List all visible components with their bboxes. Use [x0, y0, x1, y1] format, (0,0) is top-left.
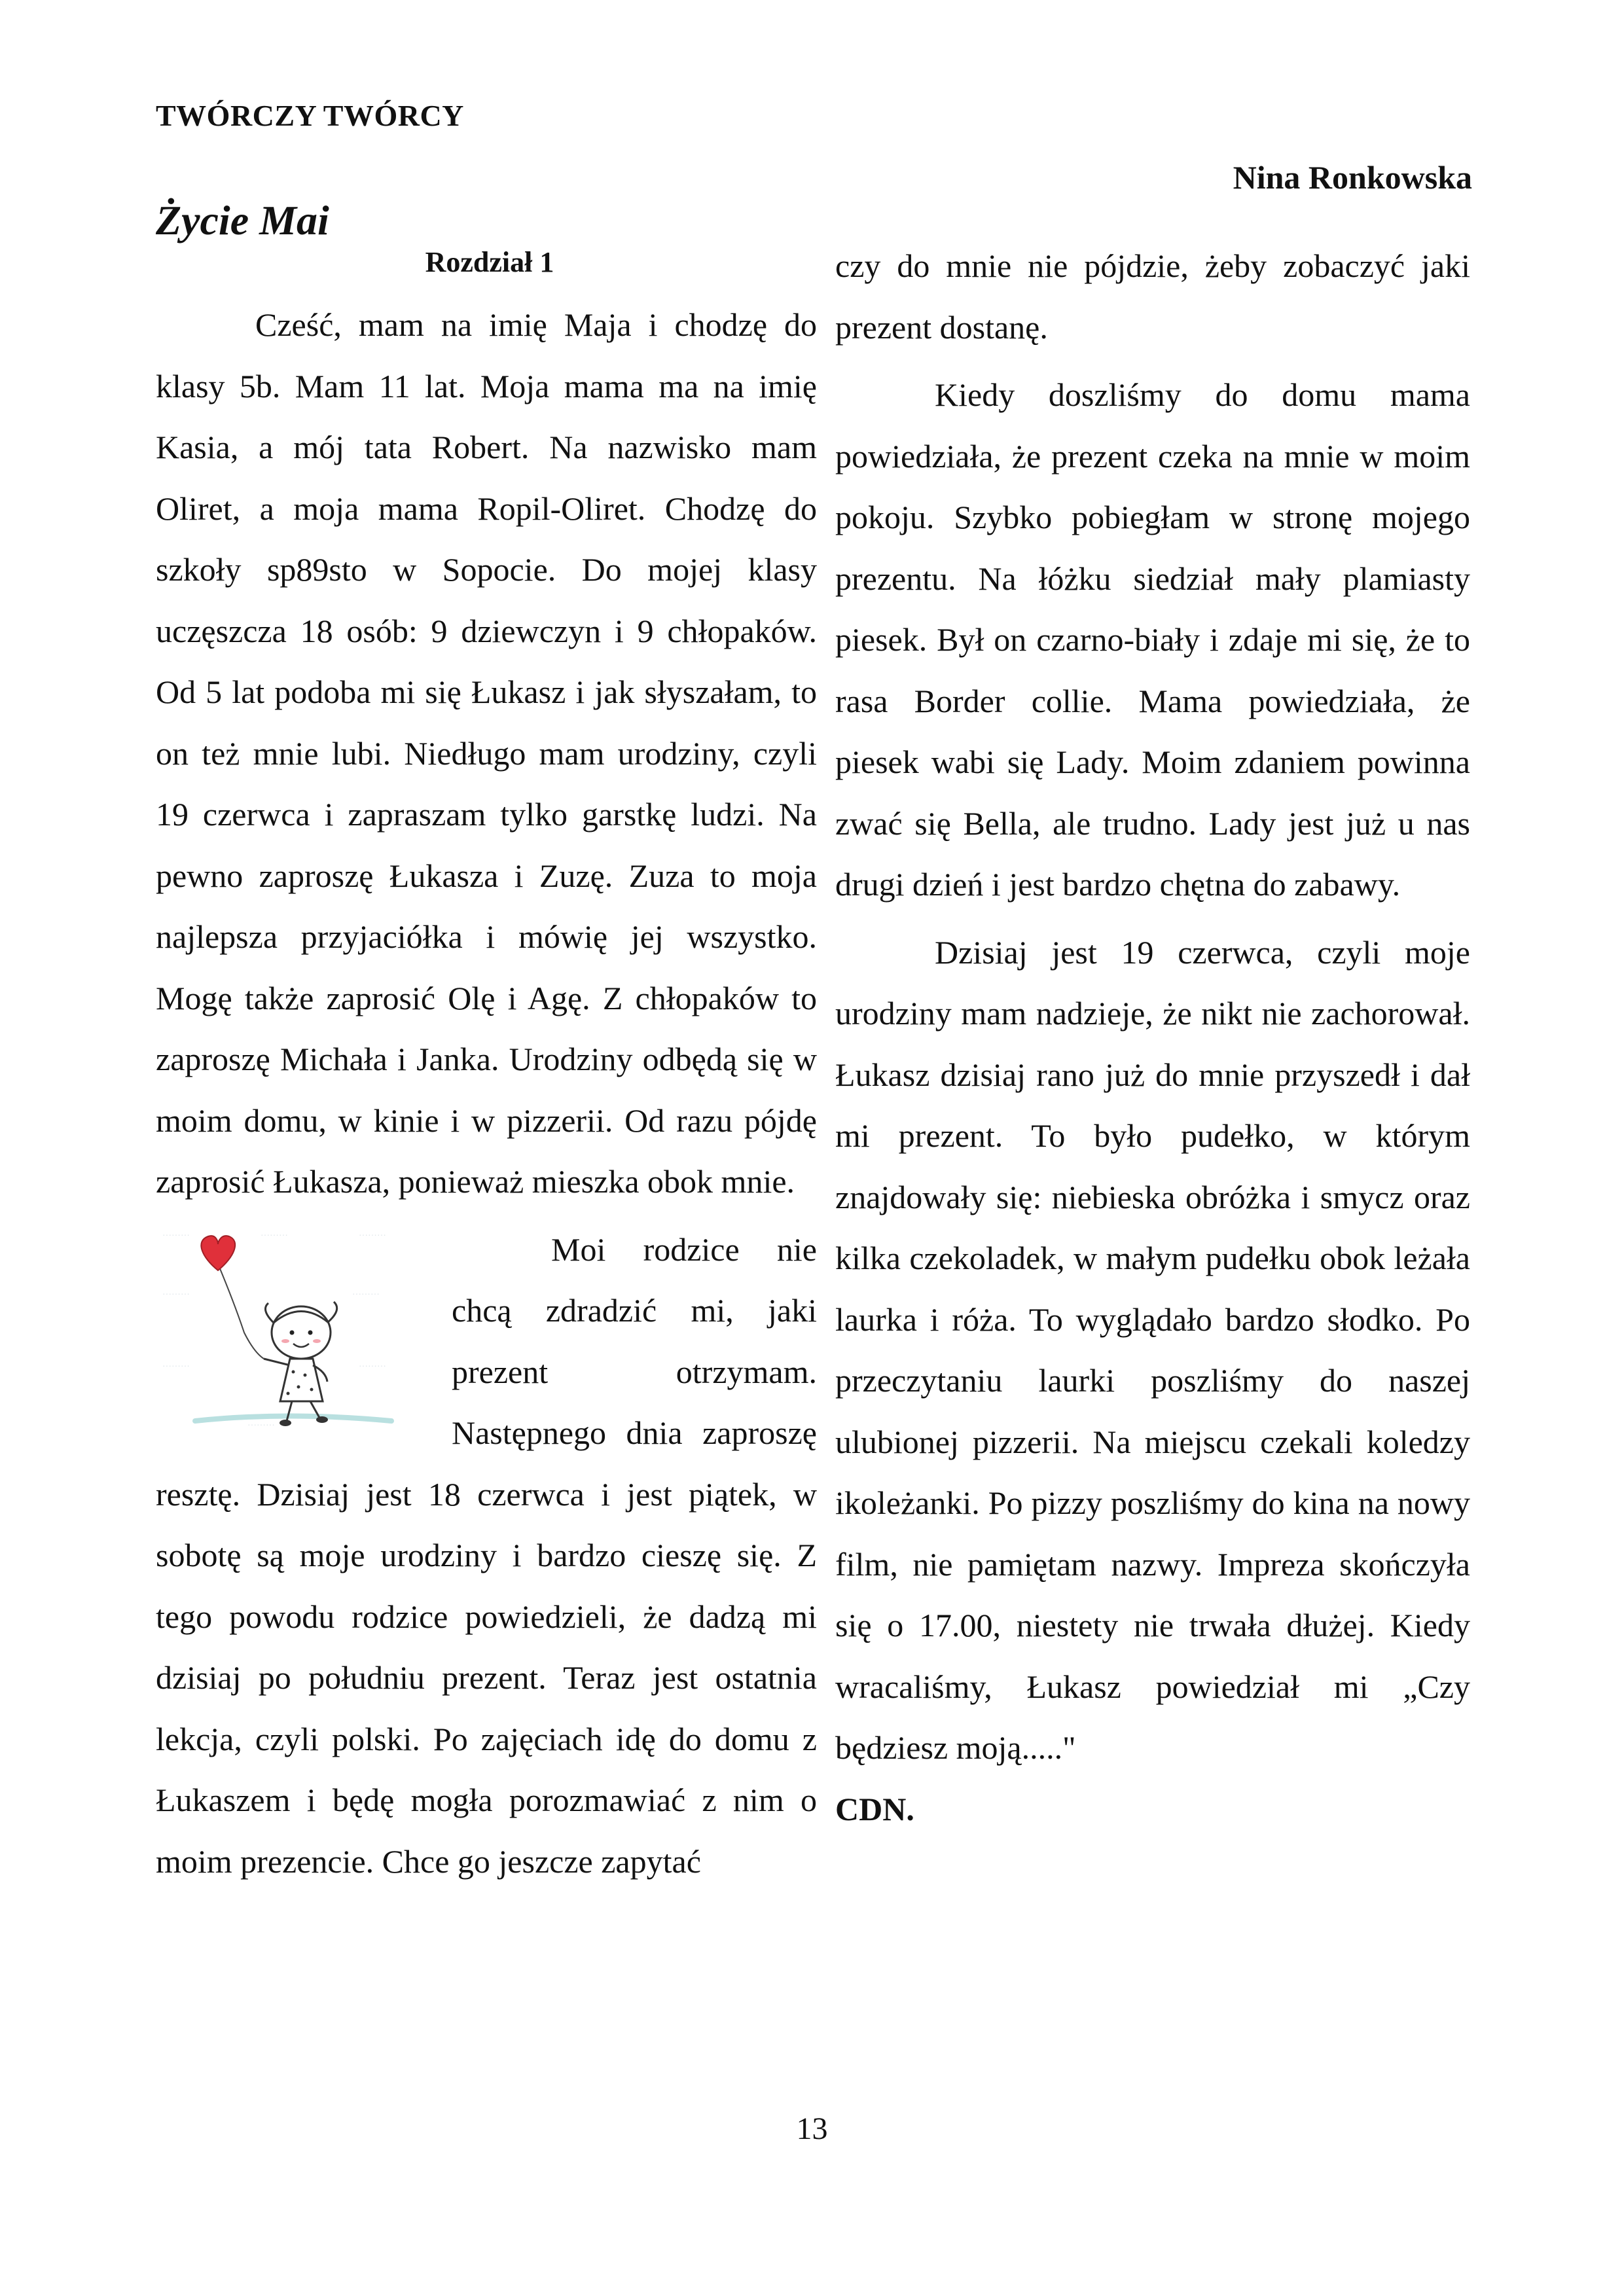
- section-label: TWÓRCZY TWÓRCY: [156, 99, 464, 132]
- svg-text:·········: ·········: [162, 1287, 190, 1299]
- svg-text:·········: ·········: [261, 1229, 288, 1240]
- svg-text:·········: ·········: [247, 1418, 275, 1429]
- page-number: 13: [796, 2111, 828, 2146]
- paragraph: Cześć, mam na imię Maja i chodzę do klasy 5b. Mam 11 lat. Moja mama ma na imię Kasia, a mój tata Robert. Na nazwisko mam Oliret, a moja mama Ropil-Oliret. Chodzę do szkoły sp89sto w Sopocie. Do mojej klasy uczęszcza 18 osób: 9 dziewczyn i 9 chłopaków. Od 5 lat podoba mi się Łukasz i jak słyszałam, to on też mnie lubi. Niedługo mam urodziny, czyli 19 czerwca i zapraszam tylko garstkę ludzi. Na pewno zaproszę Łukasza i Zuzę. Zuza to moja najlepsza przyjaciółka i mówię jej wszystko. Mogę także zaprosić Olę i Agę. Z chłopaków to zaproszę Michała i Janka. Urodziny odbędą się w moim domu, w kinie i w pizzerii. Od razu pójdę zaprosić Łukasza, ponieważ mieszka obok mnie.: [156, 306, 817, 1200]
- paragraph: Kiedy doszliśmy do domu mama powiedziała, że prezent czeka na mnie w moim pokoju. Szybko pobiegłam w stronę mojego prezentu. Na łóżku siedział mały plamiasty piesek. Był on czarno-biały i zdaje mi się, że to rasa Border collie. Mama powiedziała, że piesek wabi się Lady. Moim zdaniem powinna zwać się Bella, ale trudno. Lady jest już u nas drugi dzień i jest bardzo chętna do zabawy.: [835, 376, 1470, 903]
- chapter-heading: Rozdział 1: [425, 246, 554, 278]
- story-title: Życie Mai: [156, 197, 329, 243]
- right-column: [835, 236, 1470, 1840]
- svg-text:·········: ·········: [359, 1229, 386, 1240]
- svg-text:·········: ·········: [162, 1229, 190, 1240]
- svg-text:·········: ·········: [162, 1359, 190, 1371]
- to-be-continued: CDN.: [835, 1790, 914, 1827]
- left-column: [156, 295, 817, 1892]
- svg-text:·········: ·········: [352, 1287, 380, 1299]
- girl-with-heart-balloon-icon: [156, 1225, 439, 1442]
- paragraph: ········· ········· ········· ········· ········· ········· ········· ········· Moi rodzice nie chcą zdradzić mi, jaki prezent otrzymam. Następnego dnia zaproszę resztę. Dzisiaj jest 18 czerwca i jest piątek, w sobotę są moje urodziny i bardzo cieszę się. Z tego powodu rodzice powiedzieli, że dadzą mi dzisiaj po południu prezent. Teraz jest ostatnia lekcja, czyli polski. Po zajęciach idę do domu z Łukaszem i będę mogła porozmawiać z nim o moim prezencie. Chce go jeszcze zapytać: [156, 1219, 817, 1893]
- author-name: Nina Ronkowska: [1233, 159, 1472, 196]
- paragraph: Dzisiaj jest 19 czerwca, czyli moje urodziny mam nadzieje, że nikt nie zachorował. Łukasz dzisiaj rano już do mnie przyszedł i dał mi prezent. To było pudełko, w którym znajdowały się: niebieska obróżka i smycz oraz kilka czekoladek, w małym pudełku obok leżała laurka i róża. To wyglądało bardzo słodko. Po przeczytaniu laurki poszliśmy do naszej ulubionej pizzerii. Na miejscu czekali koledzy ikoleżanki. Po pizzy poszliśmy do kina na nowy film, nie pamiętam nazwy. Impreza skończyła się o 17.00, niestety nie trwała dłużej. Kiedy wracaliśmy, Łukasz powiedział mi „Czy będziesz moją.....": [835, 933, 1470, 1766]
- paragraph: czy do mnie nie pójdzie, żeby zobaczyć jaki prezent dostanę.: [835, 247, 1470, 346]
- svg-text:·········: ·········: [359, 1359, 386, 1371]
